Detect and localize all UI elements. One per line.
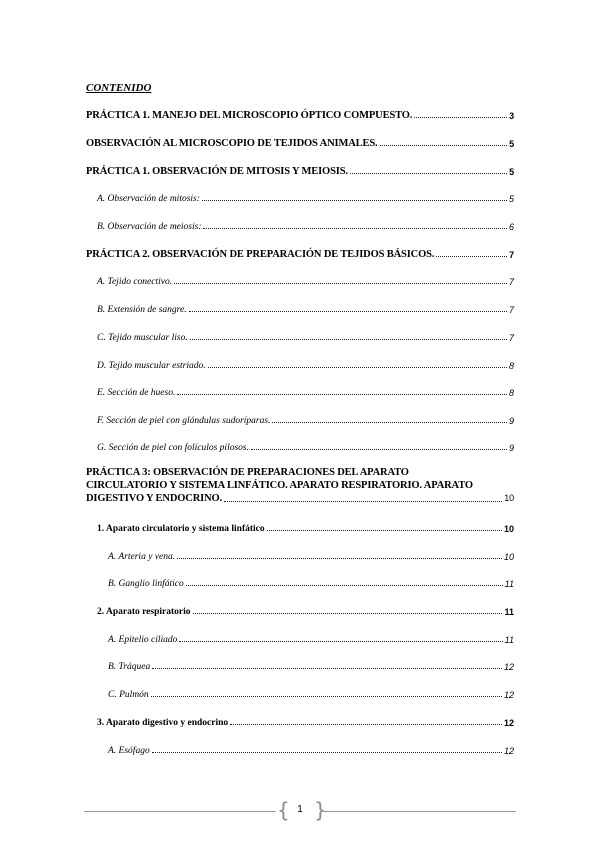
toc-entry-text: A. Arteria y vena. [108,552,176,562]
toc-entry-page: 6 [508,222,514,232]
toc-entry-page: 7 [508,305,514,315]
toc-entry[interactable] [86,138,514,149]
toc-entry-text: F. Sección de piel con glándulas sudoríparas. [97,416,271,426]
dot-leader [436,256,507,257]
toc-entry-page: 12 [503,746,514,756]
dot-leader [190,339,507,340]
toc-entry-text: A. Esófago [108,746,150,756]
dot-leader [152,668,502,669]
toc-entry[interactable] [97,388,514,398]
dot-leader [177,394,507,395]
toc-entry-text-line: PRÁCTICA 3: OBSERVACIÓN DE PREPARACIONES DEL APARATO [86,467,409,478]
toc-entry[interactable] [97,443,514,453]
dot-leader [380,145,508,146]
dot-leader [224,501,502,502]
toc-entry-page: 7 [509,250,514,260]
toc-entry-text: B. Extensión de sangre. [97,305,187,315]
dot-leader [230,724,502,725]
dot-leader [251,449,507,450]
dot-leader [151,696,502,697]
toc-entry-text: C. Tejido muscular liso. [97,333,188,343]
toc-entry[interactable] [108,579,514,589]
toc-entry-text: PRÁCTICA 2. OBSERVACIÓN DE PREPARACIÓN DE TEJIDOS BÁSICOS. [86,249,435,260]
right-brace-icon: } [314,798,327,822]
toc-entry-text: G. Sección de piel con folículos pilosos. [97,443,249,453]
toc-entry-text: 2. Aparato respiratorio [97,607,191,617]
dot-leader [208,367,507,368]
toc-entry-page: 9 [508,416,514,426]
toc-entry-text: B. Observación de meiosis: [97,222,202,232]
footer-rule-right [324,811,516,812]
toc-title: CONTENIDO [86,82,152,94]
toc-entry-page: 9 [508,443,514,453]
page-number: 1 [297,804,303,815]
toc-entry-page: 11 [504,579,514,589]
dot-leader [186,585,503,586]
dot-leader [267,530,502,531]
toc-entry[interactable] [108,690,514,700]
toc-entry-text-line: CIRCULATORIO Y SISTEMA LINFÁTICO. APARATO RESPIRATORIO. APARATO [86,480,473,491]
toc-entry-text: PRÁCTICA 1. MANEJO DEL MICROSCOPIO ÓPTICO COMPUESTO. [86,110,413,121]
toc-entry-page: 12 [503,690,514,700]
toc-entry[interactable] [108,552,514,562]
toc-entry-text: 3. Aparato digestivo y endocrino [97,718,229,728]
footer-rule-left [84,811,276,812]
toc-entry-page: 7 [508,277,514,287]
toc-entry-page: 5 [509,139,514,149]
dot-leader [202,200,507,201]
toc-entry-page: 11 [504,635,514,645]
toc-entry-text: C. Pulmón [108,690,149,700]
toc-entry-text: A. Epitelio ciliado [108,635,178,645]
toc-entry[interactable] [86,249,514,260]
toc-entry[interactable] [97,718,514,728]
toc-entry-text: A. Observación de mitosis: [97,194,200,204]
dot-leader [350,173,507,174]
toc-entry[interactable] [86,166,514,177]
dot-leader [189,311,507,312]
toc-entry-page: 10 [503,552,514,562]
page-footer [84,799,516,823]
toc-entry-page: 8 [508,388,514,398]
dot-leader [177,558,502,559]
toc-entry-text: PRÁCTICA 1. OBSERVACIÓN DE MITOSIS Y MEIOSIS. [86,166,348,177]
toc-entry[interactable] [86,466,514,505]
toc-entry[interactable] [108,746,514,756]
toc-entry-text: E. Sección de hueso. [97,388,176,398]
dot-leader [174,283,507,284]
toc-entry-text-line: DIGESTIVO Y ENDOCRINO. [86,493,223,504]
toc-entry-page: 12 [503,662,514,672]
toc-entry[interactable] [97,607,514,617]
dot-leader [414,117,507,118]
toc-entry[interactable] [97,277,514,287]
dot-leader [152,752,502,753]
toc-entry-page: 12 [503,718,514,728]
toc-entry[interactable] [97,305,514,315]
toc-entry-text: B. Tráquea [108,662,151,672]
toc-entry-text: A. Tejido conectivo. [97,277,173,287]
toc-entry-text: D. Tejido muscular estriado. [97,361,206,371]
toc-entry-page: 5 [509,167,514,177]
toc-entry-page: 7 [508,333,514,343]
toc-entry[interactable] [97,524,514,534]
toc-entry[interactable] [97,361,514,371]
toc-entry-text: 1. Aparato circulatorio y sistema linfático [97,524,265,534]
toc-entry[interactable] [86,110,514,121]
toc-entry-page: 5 [508,194,514,204]
toc-entry[interactable] [108,662,514,672]
toc-entry-page: 3 [509,111,514,121]
toc-entry-page: 10 [504,493,514,503]
dot-leader [193,613,503,614]
toc-entry-page: 10 [503,524,514,534]
toc-entry[interactable] [97,416,514,426]
toc-entry-page: 11 [504,607,514,617]
toc-entry[interactable] [108,635,514,645]
left-brace-icon: { [277,798,290,822]
toc-entry-page: 8 [508,361,514,371]
toc-entry-text: B. Ganglio linfático [108,579,184,589]
toc-entry[interactable] [97,222,514,232]
dot-leader [203,228,507,229]
toc-entry[interactable] [97,333,514,343]
dot-leader [179,641,502,642]
dot-leader [272,422,507,423]
toc-entry[interactable] [97,194,514,204]
toc-entry-text: OBSERVACIÓN AL MICROSCOPIO DE TEJIDOS ANIMALES. [86,138,378,149]
